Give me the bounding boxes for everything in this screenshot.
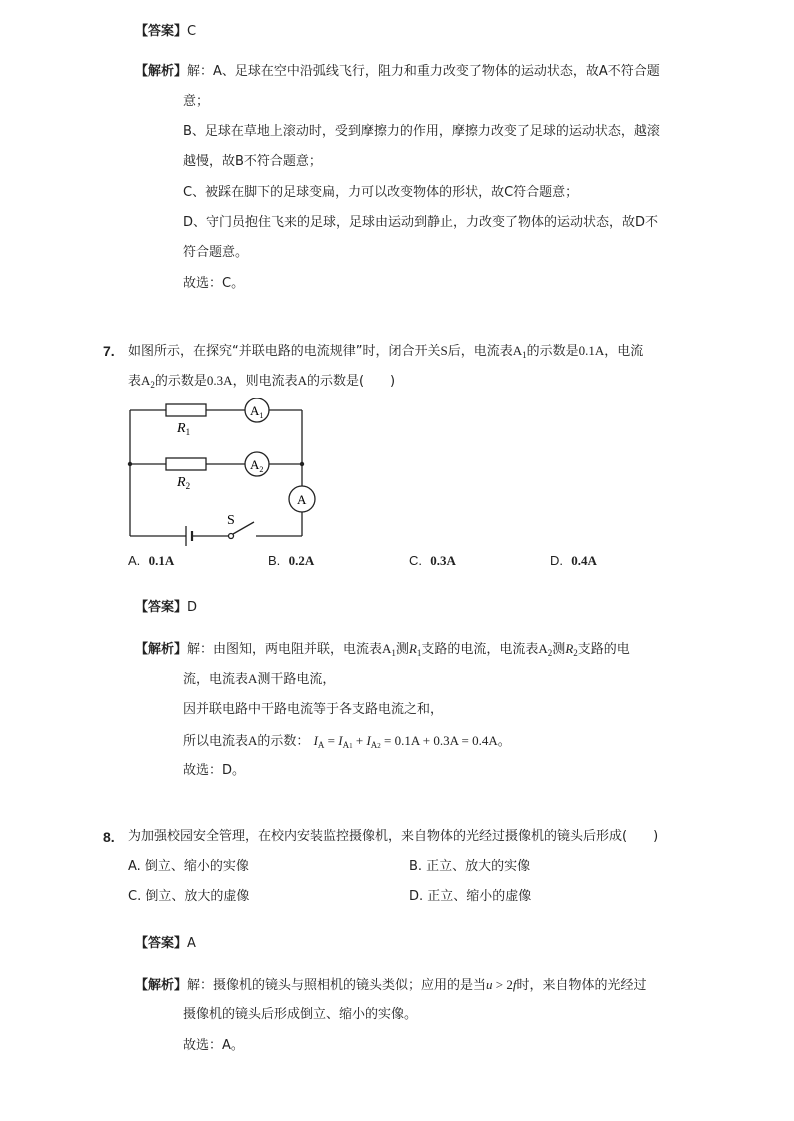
q7-option-c[interactable]: C. 0.3A — [409, 553, 456, 568]
q8-analysis-line-3: 故选：A。 — [183, 1038, 244, 1053]
q7-formula: $I_A = I_{A1} + I_{A2} = 0.1A + 0.3A = 0.4A$ — [313, 733, 498, 750]
a1-label: $A_1$ — [250, 403, 264, 420]
a2-label: $A_2$ — [250, 457, 264, 474]
q6-analysis-line-2: 意； — [183, 94, 210, 109]
a-label: A — [297, 492, 307, 507]
junction-left — [128, 462, 132, 466]
q8-stem: 为加强校园安全管理，在校内安装监控摄像机，来自物体的光经过摄像机的镜头后形成( ) — [128, 829, 659, 844]
q8-number: 8. — [103, 829, 115, 845]
r2-label: $R_2$ — [177, 475, 191, 491]
q7-answer-value: D — [187, 600, 198, 615]
q7-option-a[interactable]: A. 0.1A — [128, 553, 175, 568]
s-label: S — [227, 513, 235, 528]
q8-option-b[interactable]: B. 正立、放大的实像 — [409, 859, 531, 874]
q8-analysis-line-1: 【解析】解：摄像机的镜头与照相机的镜头类似；应用的是当u > 2f时，来自物体的光经过 — [135, 977, 647, 993]
q8-option-a[interactable]: A. 倒立、缩小的实像 — [128, 859, 249, 874]
q7-analysis-line-3: 因并联电路中干路电流等于各支路电流之和， — [183, 702, 444, 717]
q7-analysis-line-5: 故选：D。 — [183, 763, 246, 778]
q7-analysis-line-4: 所以电流表A的示数： $I_A = I_{A1} + I_{A2} = 0.1A + 0.3A = 0.4A$。 — [183, 733, 511, 750]
q8-answer-value: A — [187, 936, 196, 951]
q7-circuit-diagram — [120, 398, 320, 548]
q7-option-d[interactable]: D. 0.4A — [550, 553, 597, 568]
q8-option-c[interactable]: C. 倒立、放大的虚像 — [128, 889, 250, 904]
q7-option-b[interactable]: B. 0.2A — [268, 553, 315, 568]
q6-analysis-line-7: 符合题意。 — [183, 245, 249, 260]
q7-analysis-line-1: 【解析】解：由图知，两电阻并联，电流表$A_1$测$R_1$支路的电流，电流表$A_2$测$R_2$支路的电 — [135, 641, 630, 658]
q7-number: 7. — [103, 343, 115, 359]
r1-label: $R_1$ — [177, 421, 191, 437]
q6-analysis-line-6: D、守门员抱住飞来的足球，足球由运动到静止，力改变了物体的运动状态，故D不 — [183, 215, 659, 230]
q8-option-d[interactable]: D. 正立、缩小的虚像 — [409, 889, 532, 904]
q6-analysis-line-5: C、被踩在脚下的足球变扁，力可以改变物体的形状，故C符合题意； — [183, 185, 579, 200]
switch-pivot — [229, 534, 234, 539]
q7-stem-line-2: 表$A_2$的示数是0.3A，则电流表A的示数是( ) — [128, 373, 396, 390]
switch-blade — [233, 522, 254, 534]
q6-answer-line — [135, 22, 196, 42]
q8-answer-line: 【答案】A — [135, 936, 196, 951]
junction-right — [300, 462, 304, 466]
q8-analysis-line-2: 摄像机的镜头后形成倒立、缩小的实像。 — [183, 1007, 418, 1022]
q6-analysis-line-3: B、足球在草地上滚动时，受到摩擦力的作用，摩擦力改变了足球的运动状态，越滚 — [183, 124, 660, 139]
q6-analysis-line-8: 故选：C。 — [183, 276, 245, 291]
q6-analysis-line-4: 越慢，故B不符合题意； — [183, 154, 322, 169]
q6-answer-value: C — [187, 24, 197, 39]
q7-answer-line: 【答案】D — [135, 600, 198, 615]
q7-stem-line-1: 如图所示，在探究“并联电路的电流规律”时，闭合开关S后，电流表$A_1$的示数是0.1A，电流 — [128, 343, 644, 360]
q7-analysis-line-2: 流，电流表A测干路电流， — [183, 671, 336, 687]
resistor-r1 — [166, 404, 206, 416]
analysis-tag: 【解析】 — [135, 64, 188, 79]
answer-tag: 【答案】 — [135, 24, 188, 39]
resistor-r2 — [166, 458, 206, 470]
q6-analysis-line-1: 【解析】解：A、足球在空中沿弧线飞行，阻力和重力改变了物体的运动状态，故A不符合题 — [135, 64, 660, 79]
